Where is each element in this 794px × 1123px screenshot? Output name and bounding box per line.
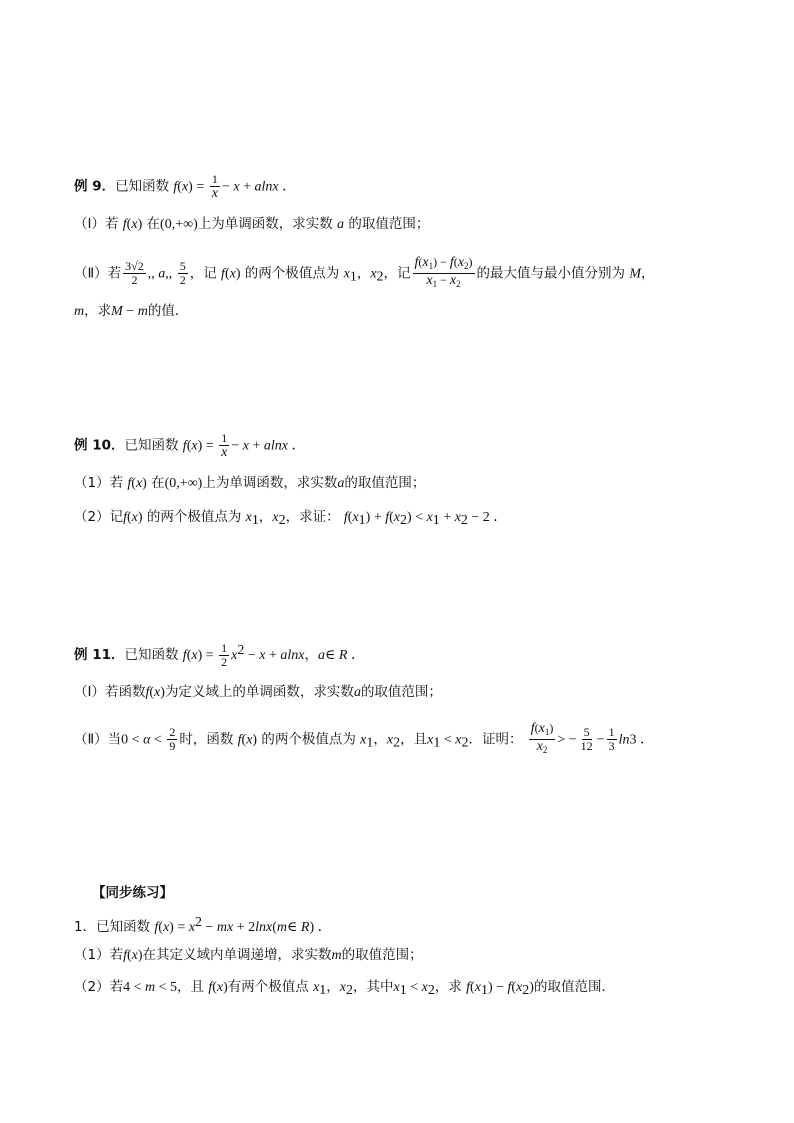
ex9-label: 例 9．	[74, 178, 116, 195]
ex11-part2: （Ⅱ）当0 < α < $\frac{2}{9}$ 时，函数 f(x) 的两个极值点为 $x_1$，$x_2$，且$x_1 < x_2$．证明： $\frac{f(x_1)}{x_2}$ > − $\frac{5}{12}$ − $\frac{1}{3}$ ln3 ．	[74, 721, 654, 755]
practice-q1-stem: 1．已知函数 $f(x) = x^2$ − mx + 2lnx(m∈ R) ．	[74, 915, 332, 935]
ex11-part1: （Ⅰ）若函数f(x)为定义域上的单调函数，求实数a的取值范围；	[74, 684, 442, 700]
ex10-label: 例 10．	[74, 437, 125, 454]
practice-q1-part2: （2）若4 < m < 5，且 f(x)有两个极值点 $x_1$，$x_2$，其中$x_1 < x_2$，求 $f(x_1) - f(x_2)$的取值范围．	[74, 979, 615, 998]
practice-heading: 【同步练习】	[92, 885, 173, 901]
ex9-part2: （Ⅱ）若 $\frac{3√2}{2}$ ,, a,, $\frac{5}{2}$ ，记 f(x) 的两个极值点为 $x_1$，$x_2$，记 $\frac{f(x_1) - f(x_2)}{x_1 - x_2}$ 的最大值与最小值分别为 M，	[74, 255, 655, 289]
ex9-part1: （Ⅰ）若 f(x) 在(0,+∞)上为单调函数，求实数 a 的取值范围；	[74, 216, 430, 232]
ex11-label: 例 11．	[74, 647, 125, 663]
ex10-stem: 例 10．已知函数 f(x) = $\frac{1}{x}$ − x + alnx ．	[74, 431, 306, 460]
ex9-stem: 例 9．已知函数 f(x) = $\frac{1}{x}$ − x + alnx ．	[74, 172, 297, 201]
practice-q1-part1: （1）若f(x)在其定义域内单调递增，求实数m的取值范围；	[74, 947, 423, 963]
ex11-stem: 例 11．已知函数 f(x) = $\frac{1}{2}$ $x^2 - x + alnx$，a∈ R ．	[74, 640, 365, 669]
ex10-part2: （2）记f(x) 的两个极值点为 $x_1$，$x_2$，求证： $f(x_1) + f(x_2) < x_1 + x_2 - 2$ ．	[74, 509, 508, 528]
ex10-part1: （1）若 f(x) 在(0,+∞)上为单调函数，求实数a的取值范围；	[74, 475, 426, 491]
ex9-part2-cont: m，求M − m的值．	[74, 303, 189, 319]
